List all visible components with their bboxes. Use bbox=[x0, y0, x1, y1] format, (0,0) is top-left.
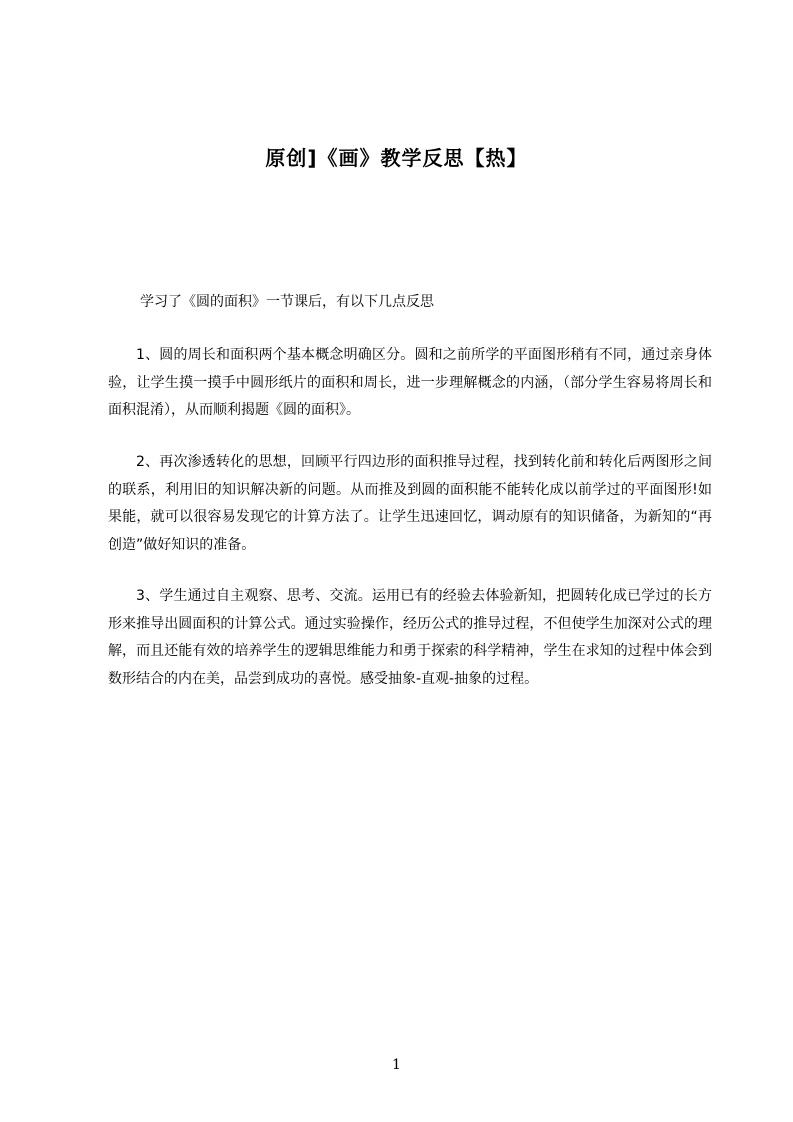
paragraph-1: 1、圆的周长和面积两个基本概念明确区分。圆和之前所学的平面图形稍有不同，通过亲身体验，让学生摸一摸手中圆形纸片的面积和周长，进一步理解概念的内涵，（部分学生容易将周长和面积混淆），从而顺利揭题《圆的面积》。 bbox=[108, 347, 712, 418]
paragraph-3: 3、学生通过自主观察、思考、交流。运用已有的经验去体验新知，把圆转化成已学过的长方形来推导出圆面积的计算公式。通过实验操作，经历公式的推导过程，不但使学生加深对公式的理解，而且还能有效的培养学生的逻辑思维能力和勇于探索的科学精神，学生在求知的过程中体会到数形结合的内在美，品尝到成功的喜悦。感受抽象-直观-抽象的过程。 bbox=[108, 588, 712, 687]
page-title: 原创]《画》教学反思【热】 bbox=[265, 146, 528, 170]
intro-paragraph: 学习了《圆的面积》一节课后，有以下几点反思 bbox=[140, 294, 434, 310]
paragraph-2: 2、再次渗透转化的思想，回顾平行四边形的面积推导过程，找到转化前和转化后两图形之间的联系，利用旧的知识解决新的问题。从而推及到圆的面积能不能转化成以前学过的平面图形!如果能，就可以很容易发现它的计算方法了。让学生迅速回忆，调动原有的知识储备，为新知的“再创造”做好知识的准备。 bbox=[108, 454, 712, 553]
page-number: 1 bbox=[392, 1057, 401, 1073]
